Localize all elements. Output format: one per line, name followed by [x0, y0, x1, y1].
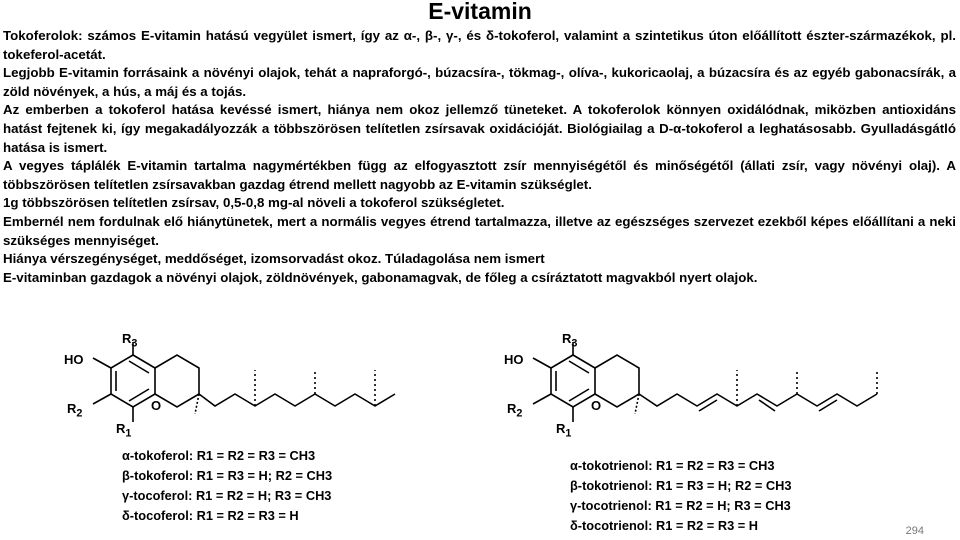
- legend-beta-tocopherol: β-tokoferol: R1 = R3 = H; R2 = CH3: [122, 468, 333, 483]
- legend-beta-tocotrienol: β-tokotrienol: R1 = R3 = H; R2 = CH3: [570, 478, 792, 493]
- legend-gamma-tocopherol: γ-tocoferol: R1 = R2 = H; R3 = CH3: [122, 488, 332, 503]
- left-r1-label: $R_1$: [116, 421, 132, 440]
- paragraph-rich-sources: E-vitaminban gazdagok a növényi olajok, zöldnövények, gabonamagvak, de főleg a csíráztatott magvakból nyert olajok.: [3, 269, 758, 285]
- paragraph-deficiency: Embernél nem fordulnak elő hiánytünetek, mert a normális vegyes étrend tartalmazza, illetve az egészséges szervezet ezekből képes előállítani a neki szükséges mennyiséget.: [3, 213, 956, 248]
- legend-delta-tocopherol: δ-tocoferol: R1 = R2 = R3 = H: [122, 508, 299, 523]
- left-r2-label: $R_2$: [67, 401, 83, 420]
- right-oxygen-label: O: [591, 398, 602, 413]
- paragraph-sources: Legjobb E-vitamin forrásaink a növényi olajok, tehát a napraforgó-, búzacsíra-, tökmag-, olíva-, kukoricaolaj, a búzacsíra és az egyéb gabonacsírák, a zöld növények, a hús, a máj és a tojás.: [3, 65, 956, 99]
- paragraph-diet: A vegyes táplálék E-vitamin tartalma nagymértékben függ az elfogyasztott zsír mennyiségétől és minőségétől (állati zsír, vagy növényi olaj). A többszörösen telítetlen zsírsavakban gazdag étrend mellett nagyobb az E-vitamin szükséglet.: [3, 158, 956, 192]
- legend-alpha-tocotrienol: α-tokotrienol: R1 = R2 = R3 = CH3: [570, 458, 775, 473]
- body-text: [3, 27, 956, 287]
- paragraph-symptoms: Hiánya vérszegénységet, meddőséget, izomsorvadást okoz. Túladagolása nem ismert: [3, 251, 545, 267]
- paragraph-tokoferolok: Tokoferolok: számos E-vitamin hatású vegyület ismert, így az α-, β-, γ-, és δ-tokoferol, valamint a szintetikus úton előállított észter-származékok, pl. tokeferol-acetát.: [3, 28, 956, 62]
- page-number: 294: [905, 525, 924, 537]
- legend-delta-tocotrienol: δ-tocotrienol: R1 = R2 = R3 = H: [570, 518, 759, 533]
- slide-title: E-vitamin: [428, 0, 532, 24]
- left-oxygen-label: O: [151, 398, 162, 413]
- tocotrienol-legend: [570, 456, 792, 536]
- tocotrienol-structure: [495, 330, 895, 440]
- left-r3-label: $R_3$: [122, 331, 138, 350]
- tocopherol-structure: [55, 330, 415, 440]
- right-r1-label: $R_1$: [556, 421, 572, 440]
- legend-alpha-tocopherol: α-tokoferol: R1 = R2 = R3 = CH3: [122, 448, 316, 463]
- paragraph-effect: Az emberben a tokoferol hatása kevéssé ismert, hiánya nem okoz jellemző tüneteket. A tokoferolok könnyen oxidálódnak, miközben antioxidáns hatást fejtenek ki, így megakadályozzák a többszörösen telítetlen zsírsavak oxidációját. Biológiailag a D-α-tokoferol a leghatásosabb. Gyulladásgátló hatása is ismert.: [3, 102, 956, 155]
- legend-gamma-tocotrienol: γ-tocotrienol: R1 = R2 = H; R3 = CH3: [570, 498, 791, 513]
- right-r2-label: $R_2$: [507, 401, 523, 420]
- left-ho-label: HO: [64, 352, 84, 367]
- paragraph-requirement: 1g többszörösen telítetlen zsírsav, 0,5-0,8 mg-al növeli a tokoferol szükségletet.: [3, 195, 505, 211]
- tocopherol-legend: [122, 446, 332, 526]
- right-ho-label: HO: [504, 352, 524, 367]
- right-r3-label: $R_3$: [562, 331, 578, 350]
